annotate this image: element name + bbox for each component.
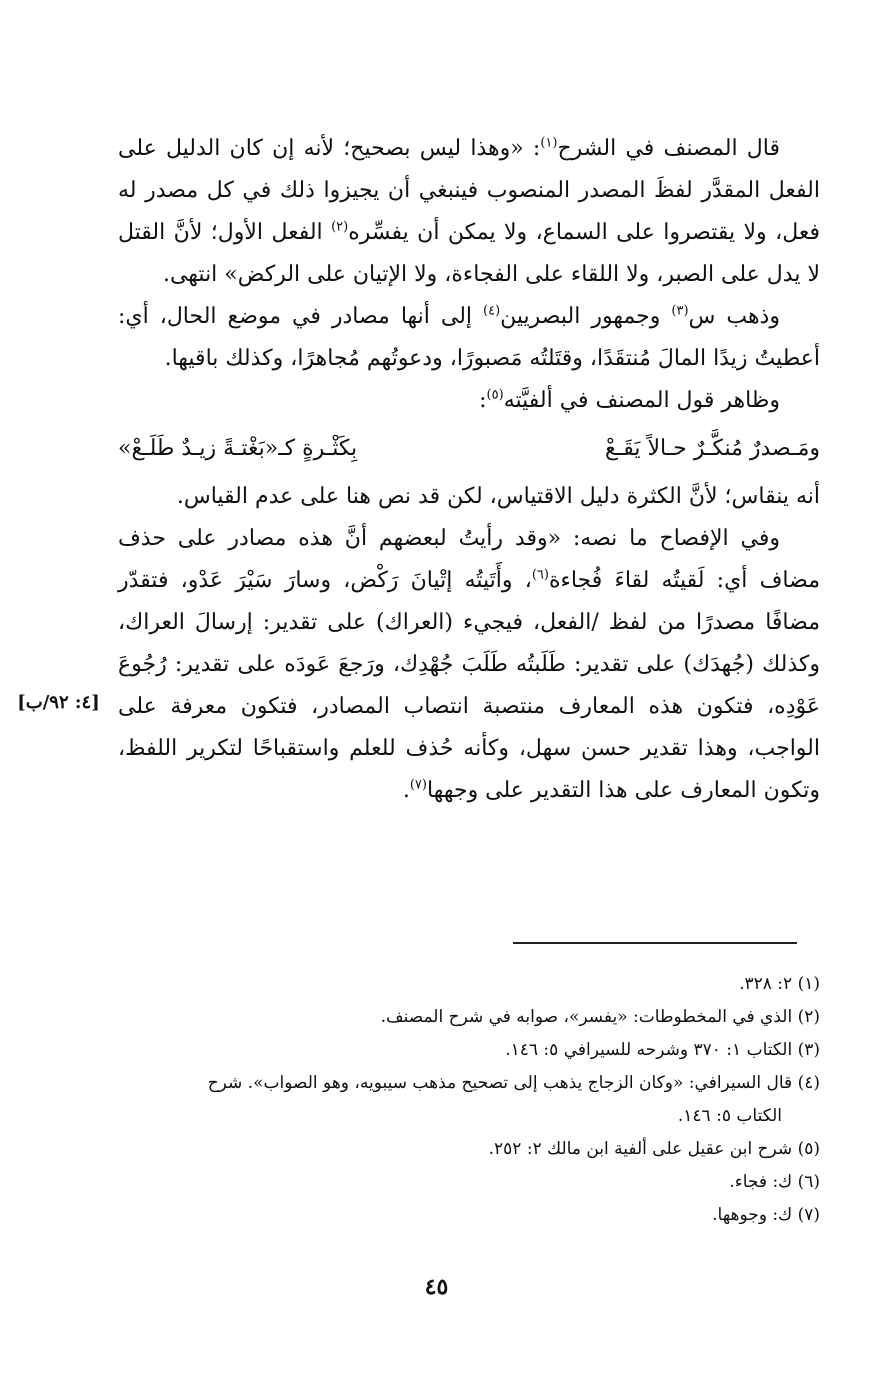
footnote-divider — [513, 942, 797, 944]
poetry-verse — [118, 428, 820, 470]
paragraph-3 — [118, 380, 820, 422]
text-run: إلى أنها مصادر في موضع الحال، أي: أعطيتُ زيدًا المالَ مُنتقَدًا، وقتَلتُه مَصبورًا، ودعوتُهم مُجاهرًا، وكذلك باقيها. — [118, 304, 820, 371]
footnote-ref-5[interactable]: (٥) — [486, 387, 504, 403]
text-run: ، وأَتَيتُه إتْيانَ رَكْض، وسارَ سَيْرَ عَدْو، فتقدّر مضافًا مصدرًا من لفظ /الفعل، فيجيء (العراك) على تقدير: إرسالَ العراك، وكذلك (جُهدَك) على تقدير: طَلَبتُه طَلَبَ جُهْدِك، ورَجعَ عَودَه على تقدير: رُجُوعَ عَوْدِه، فتكون هذه المعارف منتصبة انتصاب المصادر، فتكون معرفة على الواجب، وهذا تقدير حسن سهل، وكأنه حُذف للعلم واستقباحًا لتكرير اللفظ، وتكون المعارف على هذا التقدير على وجهها — [118, 568, 820, 803]
footnote-4: (٤) قال السيرافي: «وكان الزجاج يذهب إلى تصحيح مذهب سيبويه، وهو الصواب». شرح — [207, 1073, 820, 1093]
footnote-6: (٦) ك: فجاء. — [729, 1172, 820, 1192]
text-run: وظاهر قول المصنف في ألفيَّته — [503, 388, 780, 413]
main-text — [118, 128, 820, 812]
page-number: ٤٥ — [424, 1274, 449, 1300]
text-run: . — [402, 778, 410, 803]
text-run: الفعل الأول؛ لأنَّ القتل لا يدل على الصبر، ولا اللقاء على الفجاءة، ولا الإتيان على الركض» انتهى. — [118, 220, 820, 287]
text-run: وجمهور البصريين — [500, 304, 672, 329]
paragraph-4 — [118, 476, 820, 518]
footnote-3: (٣) الكتاب ١: ٣٧٠ وشرحه للسيرافي ٥: ١٤٦. — [505, 1040, 820, 1060]
paragraph-5 — [118, 518, 820, 812]
footnote-ref-6[interactable]: (٦) — [531, 567, 549, 583]
footnote-ref-2[interactable]: (٢) — [331, 219, 349, 235]
footnote-ref-4[interactable]: (٤) — [483, 303, 501, 319]
paragraph-1 — [118, 128, 820, 296]
text-run: وفي الإفصاح ما نصه: «وقد رأيتُ لبعضهم أنَّ هذه مصادر على حذف مضاف أي: لَقيتُه لقاءَ فُجاءة — [118, 526, 820, 593]
paragraph-2 — [118, 296, 820, 380]
footnote-5: (٥) شرح ابن عقيل على ألفية ابن مالك ٢: ٢٥٢. — [488, 1139, 820, 1159]
verse-first-hemistich: ومَـصدرٌ مُنكَّـرٌ حـالاً يَقَـعْ — [605, 436, 820, 461]
footnote-1: (١) ٢: ٣٢٨. — [739, 974, 820, 994]
footnote-7: (٧) ك: وجوهها. — [712, 1205, 820, 1225]
text-run: قال المصنف في الشرح — [557, 136, 780, 161]
text-run: وذهب س — [688, 304, 780, 329]
verse-second-hemistich: بِكَثْـرةٍ كـ«بَغْتـةً زيـدٌ طَلَـعْ» — [118, 436, 358, 461]
footnote-ref-1[interactable]: (١) — [540, 135, 558, 151]
footnote-ref-3[interactable]: (٣) — [671, 303, 689, 319]
text-run: أنه ينقاس؛ لأنَّ الكثرة دليل الاقتياس، لكن قد نص هنا على عدم القياس. — [176, 484, 820, 509]
footnote-4-continuation: الكتاب ٥: ١٤٦. — [677, 1106, 782, 1126]
footnotes — [118, 968, 820, 1232]
text-run: : «وهذا ليس بصحيح؛ لأنه إن كان الدليل على الفعل المقدَّر لفظَ المصدر المنصوب فينبغي أن يجيزوا ذلك في كل مصدر له فعل، ولا يقتصروا على السماع، ولا يمكن أن يفسِّره — [118, 136, 820, 245]
footnote-2: (٢) الذي في المخطوطات: «يفسر»، صوابه في شرح المصنف. — [380, 1007, 820, 1027]
footnote-ref-7[interactable]: (٧) — [409, 777, 427, 793]
text-run: : — [479, 388, 487, 413]
manuscript-folio-marker: [٤: ٩٢/ب] — [17, 692, 100, 713]
